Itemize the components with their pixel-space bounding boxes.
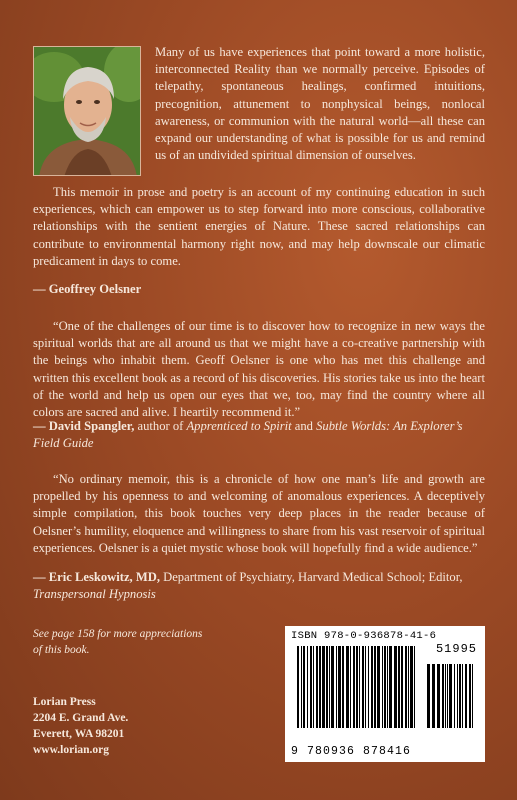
barcode-bar xyxy=(326,646,328,728)
leskowitz-name: — Eric Leskowitz, MD, xyxy=(33,570,160,584)
barcode-bar xyxy=(365,646,366,728)
quote-leskowitz: “No ordinary memoir, this is a chronicle of how one man’s life and growth are propelled by his openness to and welcoming of anomalous experiences. A deceptively simple compilation, this book touches very deep places in the reader because of Oelsner’s humility, eloquence and willingness to share from his vast reservoir of spiritual experiences. Oelsner is a quiet mystic whose book will hopefully find a wide audience.” xyxy=(33,472,485,555)
addon-bar xyxy=(454,664,455,728)
barcode-bar xyxy=(313,646,314,728)
barcode-bar xyxy=(331,646,334,728)
barcode-bar xyxy=(414,646,415,728)
isbn-digits: 9 780936 878416 xyxy=(291,745,412,758)
addon-bar xyxy=(457,664,458,728)
publisher-address xyxy=(33,694,203,758)
barcode-bar xyxy=(408,646,409,728)
blurb-memoir: This memoir in prose and poetry is an account of my continuing education in such experiences, which can empower us to step forward into more conscious, collaborative relationships with the sentient energies of Nature. These sacred relationships can contribute to environmental harmony right now, and may help downscale our climatic predicament in days to come. xyxy=(33,185,485,268)
addon-bar xyxy=(462,664,463,728)
addon-bar xyxy=(445,664,446,728)
barcode-bar xyxy=(410,646,413,728)
author-signature: — Geoffrey Oelsner xyxy=(33,282,142,296)
spangler-book-2: Subtle Worlds: An Explorer’s Field Guide xyxy=(33,419,463,450)
blurb-intro: Many of us have experiences that point toward a more holistic, interconnected Reality than we normally perceive. Episodes of telepathy, spontaneous healings, confirmed intuitions, precognition, attunement to nonphysical beings, nonlocal awareness, or communion with the natural world—all these can expand our understanding of what is possible for us and remind us of an undivided spiritual dimension of ourselves. xyxy=(155,45,485,163)
author-photo xyxy=(33,46,141,176)
barcode-bar xyxy=(387,646,388,728)
leskowitz-desc: Department of Psychiatry, Harvard Medical School; Editor, xyxy=(159,570,463,584)
publisher-web: www.lorian.org xyxy=(33,744,110,756)
barcode-bar xyxy=(353,646,355,728)
barcode-bar xyxy=(303,646,305,728)
barcode-bars xyxy=(291,646,479,742)
spangler-desc: author of xyxy=(134,419,187,433)
addon-bar xyxy=(459,664,461,728)
barcode-bar xyxy=(359,646,360,728)
isbn-label: ISBN 978-0-936878-41-6 xyxy=(291,630,437,642)
spangler-name: — David Spangler, xyxy=(33,419,135,433)
addon-bar xyxy=(442,664,444,728)
barcode-bar xyxy=(356,646,358,728)
barcode-bar xyxy=(371,646,373,728)
barcode-bar xyxy=(377,646,380,728)
isbn-barcode xyxy=(285,626,485,762)
addon-bar xyxy=(432,664,435,728)
barcode-bar xyxy=(322,646,325,728)
more-appreciations-note: See page 158 for more appreciations of this book. xyxy=(33,628,203,656)
barcode-bar xyxy=(384,646,386,728)
spangler-and: and xyxy=(291,419,317,433)
barcode-bar xyxy=(389,646,392,728)
barcode-bar xyxy=(398,646,400,728)
barcode-bar xyxy=(336,646,337,728)
barcode-bar xyxy=(307,646,308,728)
barcode-bar xyxy=(329,646,330,728)
barcode-bar xyxy=(319,646,321,728)
addon-bar xyxy=(469,664,471,728)
barcode-bar xyxy=(382,646,383,728)
leskowitz-book: Transpersonal Hypnosis xyxy=(33,587,156,601)
barcode-bar xyxy=(362,646,364,728)
barcode-bar xyxy=(338,646,341,728)
price-code: 51995 xyxy=(435,642,477,656)
publisher-name: Lorian Press xyxy=(33,696,96,708)
barcode-bar xyxy=(342,646,344,728)
barcode-bar xyxy=(301,646,302,728)
addon-bar xyxy=(427,664,430,728)
barcode-bar xyxy=(368,646,369,728)
quote-spangler: “One of the challenges of our time is to discover how to recognize in new ways the spiritual worlds that are all around us that we might have a co-creative partnership with the beings who inhabit them. Geoff Oelsner is one who has met this challenge and written this excellent book as a record of his discoveries. His stories take us into the heart of the world and help us open our eyes that we, too, may find the country where all colors are sacred and alive. I heartily recommend it.” xyxy=(33,319,485,420)
barcode-bar xyxy=(405,646,407,728)
publisher-city: Everett, WA 98201 xyxy=(33,728,125,740)
barcode-bar xyxy=(297,646,299,728)
barcode-bar xyxy=(310,646,312,728)
barcode-bar xyxy=(394,646,397,728)
barcode-bar xyxy=(350,646,351,728)
barcode-bar xyxy=(374,646,376,728)
addon-bar xyxy=(437,664,440,728)
addon-bar xyxy=(472,664,473,728)
leskowitz-attribution xyxy=(33,569,485,603)
addon-bar xyxy=(465,664,467,728)
addon-bar xyxy=(449,664,452,728)
publisher-street: 2204 E. Grand Ave. xyxy=(33,712,129,724)
addon-bar xyxy=(447,664,448,728)
spangler-attribution xyxy=(33,418,485,452)
barcode-bar xyxy=(401,646,403,728)
barcode-bar xyxy=(346,646,349,728)
spangler-book-1: Apprenticed to Spirit xyxy=(186,419,292,433)
barcode-bar xyxy=(316,646,318,728)
